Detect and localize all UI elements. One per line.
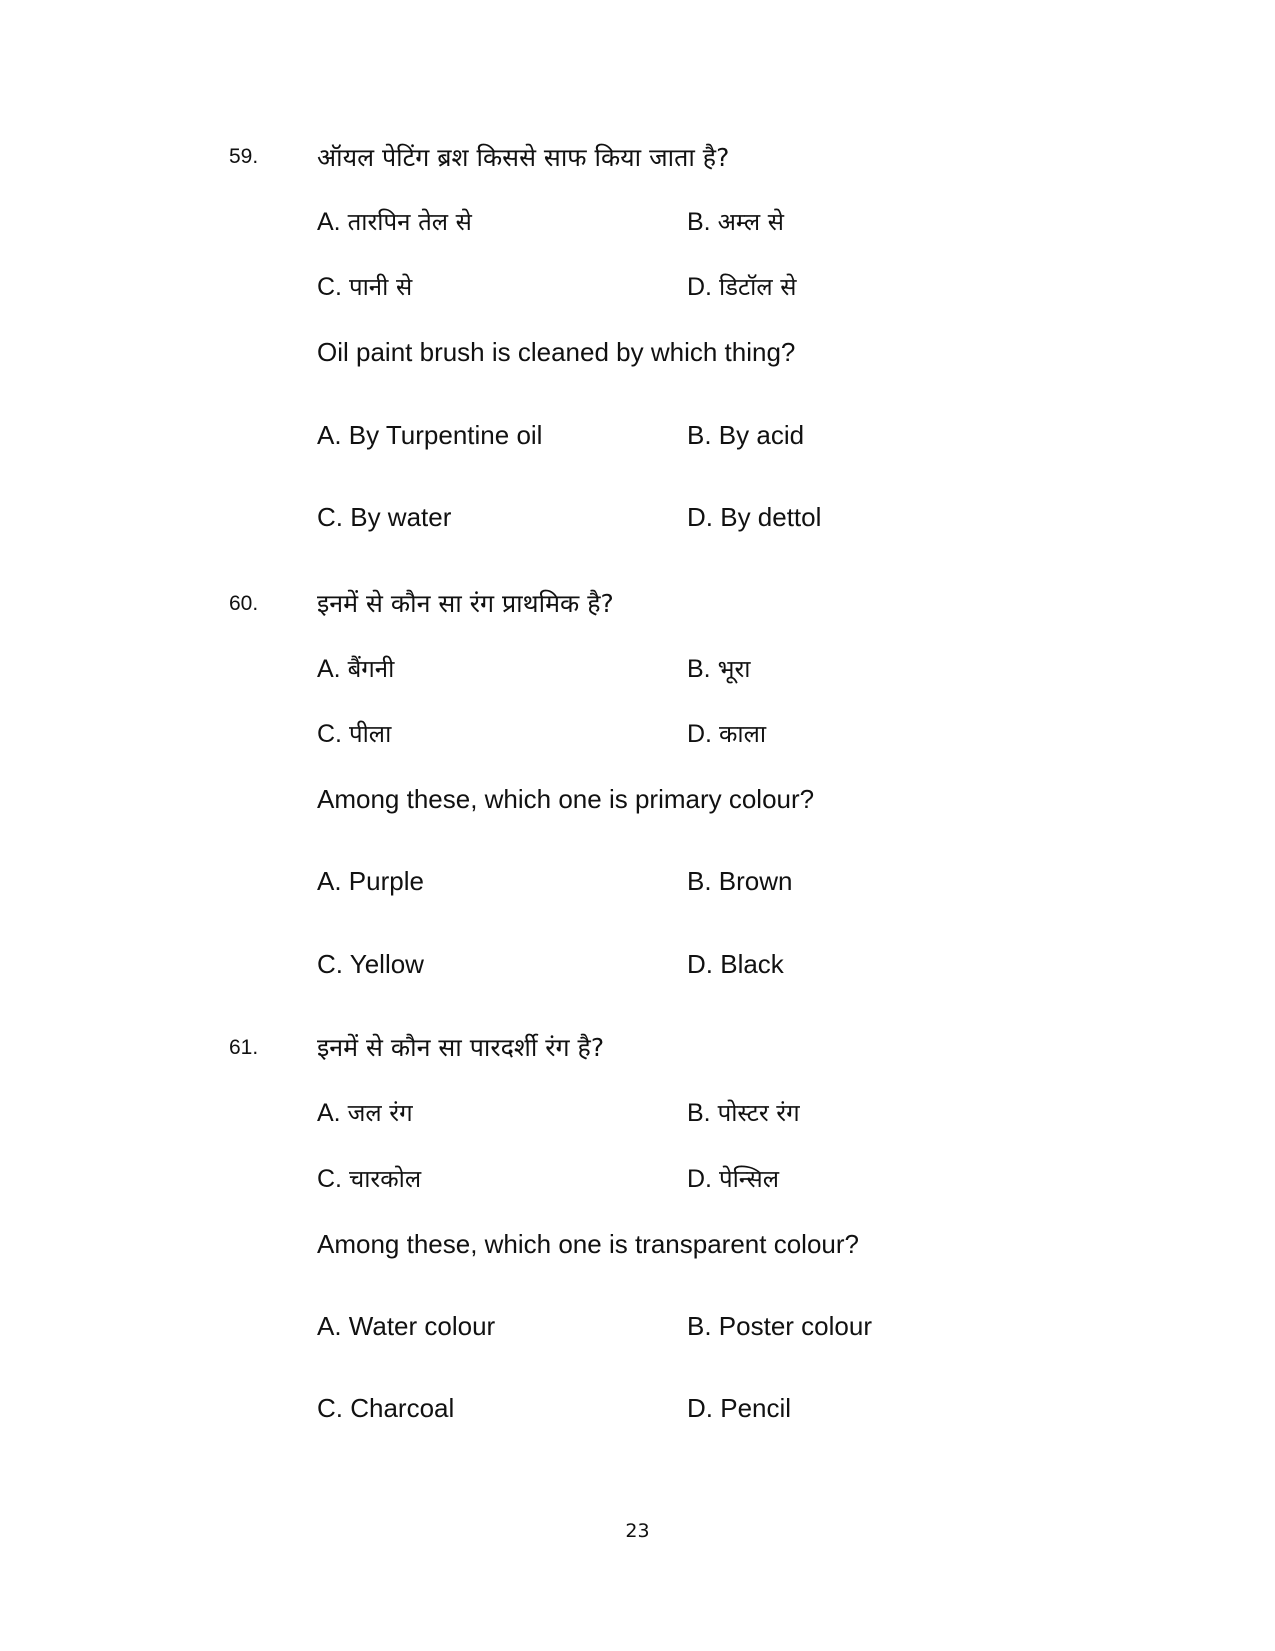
option-a-english: A. Purple — [317, 866, 424, 896]
question-text-hindi: इनमें से कौन सा पारदर्शी रंग है? — [317, 1033, 605, 1062]
option-d-hindi: D. काला — [687, 720, 767, 748]
question-number: 60. — [229, 592, 259, 615]
option-c-hindi: C. चारकोल — [317, 1165, 422, 1193]
option-d-hindi: D. पेन्सिल — [687, 1165, 780, 1193]
option-d-english: D. By dettol — [687, 502, 822, 532]
option-d-hindi: D. डिटॉल से — [687, 273, 797, 301]
question-text-english: Oil paint brush is cleaned by which thing? — [317, 337, 796, 367]
page-number: 23 — [625, 1520, 650, 1542]
option-d-english: D. Black — [687, 949, 784, 979]
option-c-english: C. Charcoal — [317, 1393, 455, 1423]
option-c-hindi: C. पानी से — [317, 273, 413, 301]
option-b-english: B. Poster colour — [687, 1311, 872, 1341]
option-b-hindi: B. भूरा — [687, 655, 751, 683]
question-text-hindi: इनमें से कौन सा रंग प्राथमिक है? — [317, 589, 614, 618]
question-number: 59. — [229, 145, 259, 168]
option-a-english: A. Water colour — [317, 1311, 496, 1341]
question-number: 61. — [229, 1036, 259, 1059]
option-b-english: B. Brown — [687, 866, 793, 896]
option-a-hindi: A. जल रंग — [317, 1099, 413, 1127]
option-a-english: A. By Turpentine oil — [317, 420, 543, 450]
option-b-english: B. By acid — [687, 420, 805, 450]
option-c-english: C. By water — [317, 502, 452, 532]
option-b-hindi: B. अम्ल से — [687, 208, 784, 236]
option-b-hindi: B. पोस्टर रंग — [687, 1099, 800, 1127]
option-c-english: C. Yellow — [317, 949, 424, 979]
question-text-hindi: ऑयल पेटिंग ब्रश किससे साफ किया जाता है? — [317, 143, 730, 172]
option-a-hindi: A. तारपिन तेल से — [317, 208, 472, 236]
question-text-english: Among these, which one is primary colour? — [317, 784, 815, 814]
option-c-hindi: C. पीला — [317, 720, 392, 748]
question-text-english: Among these, which one is transparent colour? — [317, 1229, 859, 1259]
option-a-hindi: A. बैंगनी — [317, 655, 395, 683]
option-d-english: D. Pencil — [687, 1393, 792, 1423]
